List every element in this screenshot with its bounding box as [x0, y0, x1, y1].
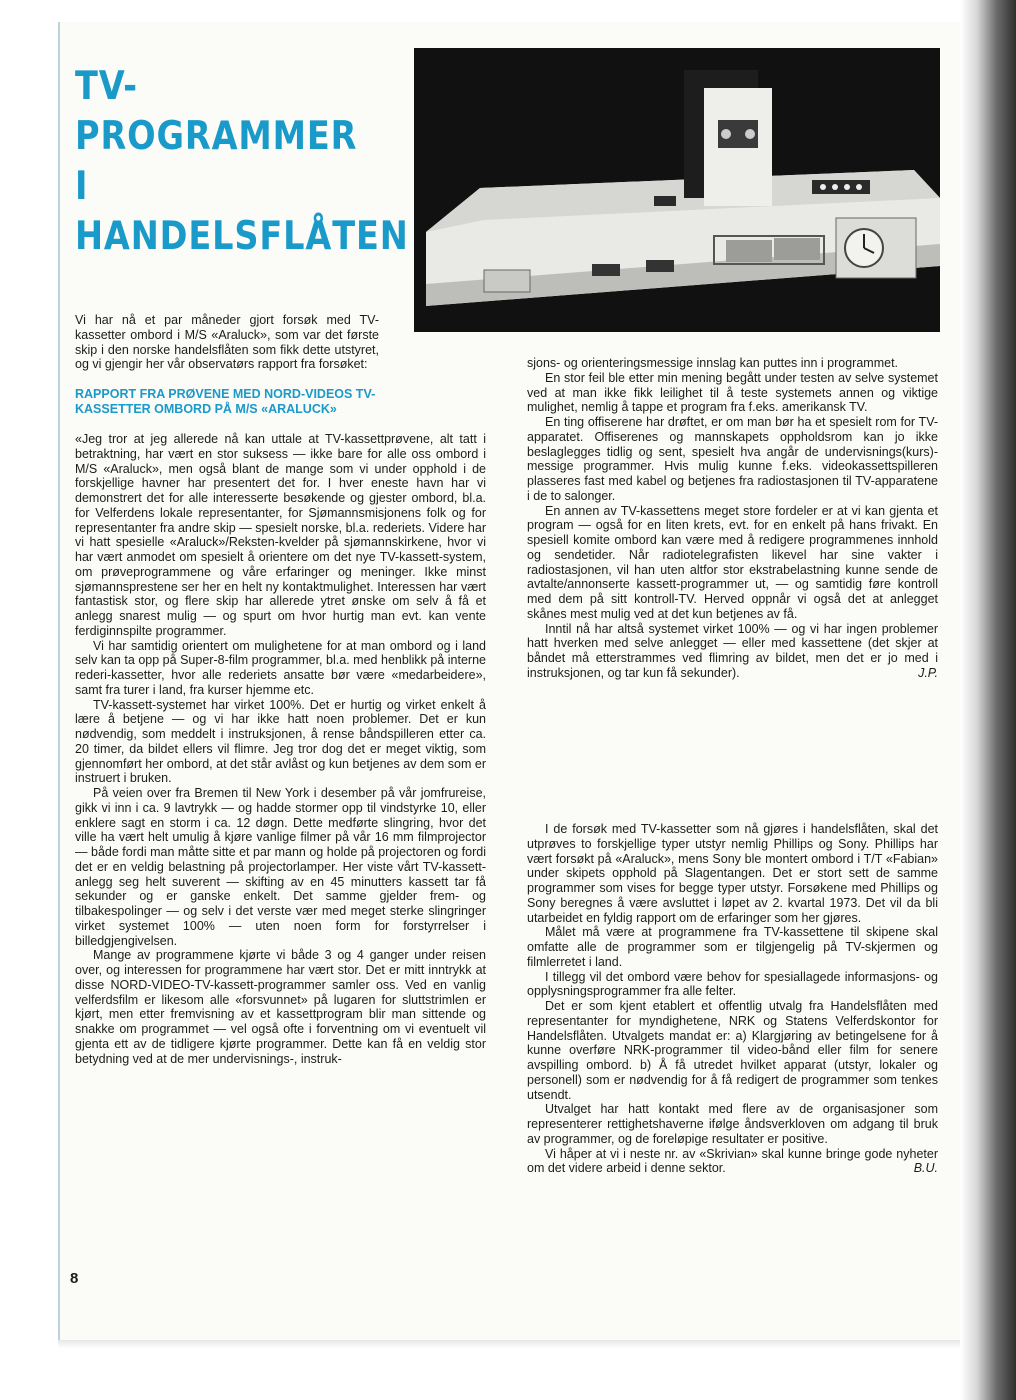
signature-jp: J.P.: [918, 665, 938, 680]
column1-paragraph: Vi har samtidig orientert om mulighetene for at man ombord og i land selv kan ta opp på Super-8-film programmer, bl.a. med henblikk på interne rederi-kassetter, hvor alle rederiets ansatte bør være «medarbeidere», samt fra turer i land, fra kurser hjemme etc.: [75, 638, 486, 697]
column3-paragraph: I de forsøk med TV-kassetter som nå gjøres i handelsflåten, skal det utprøves to forskjellige typer utstyr nemlig Phillips og Sony. Phillips har vært forsøkt på «Araluck», mens Sony ble montert ombord i T/T «Fabian» under skipets opphold på Slagentangen. Det er stort sett de samme programmer som vises for begge typer utstyr. Forsøkene med Phillips og Sony beregnes å være avsluttet i løpet av 2. kvartal 1973. Det vil da bli utarbeidet en fyldig rapport om de erfaringer som her gjøres.: [527, 822, 938, 925]
column3-paragraph: Det er som kjent etablert et offentlig utvalg fra Handelsflåten med representanter for myndighetene, NRK og Statens Velferdskontor for Handelsflåten. Utvalgets mandat er: a) Klargjøring av betingelsene for å kunne overføre NRK-programmer til video-bånd eller film for senere avspilling ombord. b) Å få utredet hvilket apparat (utstyr, lokaler og personell) som er nødvendig for å få redigert de programmer som tenkes utsendt.: [527, 999, 938, 1102]
column3-paragraph: I tillegg vil det ombord være behov for spesiallagede informasjons- og opplysningsprogrammer fra alle felter.: [527, 969, 938, 999]
signature-bu: B.U.: [913, 1161, 938, 1176]
column3-paragraph: Målet må være at programmene fra TV-kassettene til skipene skal omfatte alle de programmer som er tilgjengelig på TV-skjermen og filmlerretet i land.: [527, 925, 938, 969]
page-number: 8: [70, 1270, 79, 1287]
column3-paragraph: [527, 1147, 938, 1177]
text-column-2: [527, 356, 938, 681]
column1-paragraph: Mange av programmene kjørte vi både 3 og 4 ganger under reisen over, og interessen for programmene har vært stor. Det er mitt inntrykk at disse NORD-VIDEO-TV-kassett-programmer samler oss. Ved en vanlig velferdsfilm er likesom alle «forsvunnet» på lugaren for sluttstrimlen er kjørt, men etter fremvisning av et kassettprogram blir man sittende og snakke om programmet — vel også ofte i forventning om vi eventuelt vil gjenta ett av de tidligere kjørte programmer. Dette kan få en veldig stor betydning ved at de mer undervisnings-, instruk-: [75, 948, 486, 1066]
article-title: TV- PROGRAMMER I HANDELSFLÅTEN: [75, 64, 409, 259]
column2-last-text: Inntil nå har altså systemet virket 100% — og vi har ingen problemer hatt hverken med selve anlegget — eller med kassettene (det skjer at båndet må etterstrammes ved flimring av bildet, men det er jo med i instruksjonen, og tar kun få sekunder).: [527, 621, 938, 680]
column2-paragraph: En stor feil ble etter min mening begått under testen av selve systemet ved at man ikke fikk leilighet til å teste systemets annen og viktige mulighet, nemlig å tappe et program fra f.eks. amerikansk TV.: [527, 370, 938, 415]
column3-last-text: Vi håper at vi i neste nr. av «Skrivian» skal kunne bringe gode nyheter om det videre arbeid i denne sektor.: [527, 1146, 938, 1176]
page-bottom-shadow: [58, 1340, 960, 1348]
column1-paragraph: På veien over fra Bremen til New York i desember på vår jomfrureise, gikk vi inn i ca. 9 lavtrykk — og hadde stormer opp til vindstyrke 10, eller enklere sagt en storm i ca. 12 døgn. Dette medførte slingring, hvor det ville ha vært helt umulig å kjøre vanlige filmer på vår 16 mm filmprojector — både fordi man måtte sitte et par mann og holde på projectoren og fordi det er en veldig belastning på projectorlamper. Her viste vårt TV-kassett-anlegg seg helt suverent — skifting av en 45 minutters kassett tar få sekunder og er ganske enkelt. Det samme gjelder frem- og tilbakespolinger — og selv i det verste vær med meget sterke slingringer virket systemet 100% — uten noen form for forstyrrelser i billedgjengivelsen.: [75, 786, 486, 948]
column2-paragraph: sjons- og orienteringsmessige innslag kan puttes inn i programmet.: [527, 356, 899, 370]
column1-paragraph: TV-kassett-systemet har virket 100%. Det er hurtig og virket enkelt å lære å betjene — og vi har ikke hatt noen problemer. Det er kun nødvendig, som meddelt i instruksjonen, å rense båndspilleren etter ca. 20 timer, da bildet ellers vil flimre. Jeg tror dog det er meget viktig, som gjennomført her ombord, at det står avlåst og kun betjenes av dem som er instruert i bruken.: [75, 697, 486, 786]
binding-shadow: [960, 0, 1016, 1400]
text-column-1: [75, 432, 486, 1066]
text-column-3: [527, 822, 938, 1176]
column2-paragraph: [527, 622, 938, 681]
video-cassette-player-image: [414, 48, 940, 332]
column1-paragraph: «Jeg tror at jeg allerede nå kan uttale at TV-kassettprøvene, alt tatt i betraktning, har vært en stor suksess — ikke bare for alle oss ombord i M/S «Araluck», men også blant de mange som vi under opphold i de forskjellige havner har presentert det for. I hver eneste havn har vi demonstrert det for alle interesserte besøkende og gjester ombord, bl.a. for Velferdens lokale representanter, for Sjømannsmisjonens folk og for representanter fra andre skip — spesielt norske, bl.a. rederiets. Videre har vi hatt spesielle «Araluck»/Reksten-kvelder på sjømannskirkene, hvor vi har vært anmodet om spesielt å orientere om det nye TV-kassett-system, om prøveprogrammene og våre erfaringer og meninger. Ikke minst sjømannsprestene ser her en helt ny kontaktmulighet. Interessen har vært fantastisk stor, og flere skip har allerede ytret ønske om selv å få et anlegg snarest mulig — og spurt om hvor hurtig man evt. kan vente ferdiginnspilte programmer.: [75, 432, 486, 638]
column2-paragraph: En ting offiserene har drøftet, er om man bør ha et spesielt rom for TV-apparatet. Offiserenes og mannskapets oppholdsrom kan jo ikke beslaglegges tidlig og sent, spesielt hva angår de undervisnings(kurs)-messige programmer. Hvis mulig kunne f.eks. videokassettspilleren plasseres fast med kabel og betjenes fra radiostasjonen til TV-apparatene i de to salonger.: [527, 415, 938, 503]
column2-paragraph: En annen av TV-kassettens meget store fordeler er at vi kan gjenta et program — også for en liten krets, evt. for en enkelt på hans frivakt. En spesiell komite ombord kan være med å redigere programmenes innhold og sendetider. Når radiotelegrafisten likevel har sine vakter i radiostasjonen, vil han uten altfor stor ekstrabelastning kunne sende de avtalte/annonserte kassett-programmer ut, — og samtidig føre kontroll med dem på sitt kontroll-TV. Herved oppnår vi også det at anlegget skånes mest mulig ved at det kun betjenes av få.: [527, 503, 938, 621]
column3-paragraph: Utvalget har hatt kontakt med flere av de organisasjoner som representerer rettighetshaverne ifølge åndsverkloven om adgang til bruk av programmer, og de foreløpige resultater er positive.: [527, 1102, 938, 1146]
report-subheading: RAPPORT FRA PRØVENE MED NORD-VIDEOS TV-KASSETTER OMBORD PÅ M/S «ARALUCK»: [75, 387, 376, 416]
video-cassette-player-photo: [414, 48, 940, 332]
article-intro: [75, 313, 379, 372]
intro-paragraph: Vi har nå et par måneder gjort forsøk med TV-kassetter ombord i M/S «Araluck», som var det første skip i den norske handelsflåten som fikk dette utstyret, og vi gjengir her vår observatørs rapport fra forsøket:: [75, 313, 379, 372]
